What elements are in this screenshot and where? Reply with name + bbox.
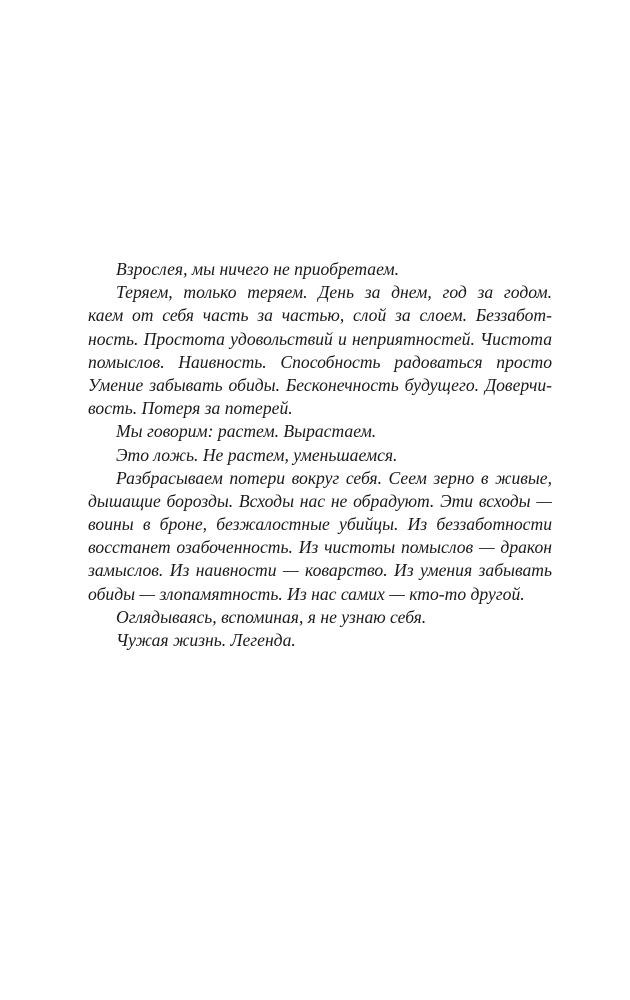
text-line: Теряем, только теряем. День за днем, год за годом. xyxy=(116,282,552,303)
text-line: Это ложь. Не растем, уменьшаемся. xyxy=(116,444,398,465)
paragraph xyxy=(88,258,552,281)
text-line: вость. Потеря за потерей. xyxy=(88,398,293,419)
text-block xyxy=(88,258,552,652)
text-line: воины в броне, безжалостные убийцы. Из беззаботности xyxy=(88,514,552,535)
paragraph xyxy=(88,467,552,606)
text-line: восстанет озабоченность. Из чистоты помыслов — дракон xyxy=(88,537,552,558)
paragraph xyxy=(88,420,552,443)
text-line: ность. Простота удовольствий и неприятностей. Чистота xyxy=(88,328,552,349)
text-line: обиды — злопамятность. Из нас самих — кто-то другой. xyxy=(88,583,525,604)
text-line: Мы говорим: растем. Вырастаем. xyxy=(116,421,377,442)
paragraph xyxy=(88,629,552,652)
paragraph xyxy=(88,444,552,467)
text-line: Разбрасываем потери вокруг себя. Сеем зерно в живые, xyxy=(116,467,552,488)
text-line: замыслов. Из наивности — коварство. Из умения забывать xyxy=(88,560,552,581)
text-line: Умение забывать обиды. Бесконечность будущего. Доверчи- xyxy=(88,374,552,395)
text-line: Чужая жизнь. Легенда. xyxy=(116,630,296,650)
text-line: дышащие борозды. Всходы нас не обрадуют. Эти всходы — xyxy=(88,490,552,511)
paragraph xyxy=(88,606,552,629)
text-line: Оглядываясь, вспоминая, я не узнаю себя. xyxy=(116,606,427,627)
text-line: Взрослея, мы ничего не приобретаем. xyxy=(116,259,400,279)
text-line: каем от себя часть за частью, слой за слоем. Беззабот- xyxy=(88,305,552,326)
paragraph xyxy=(88,281,552,420)
text-line: помыслов. Наивность. Способность радоваться просто xyxy=(88,351,552,372)
